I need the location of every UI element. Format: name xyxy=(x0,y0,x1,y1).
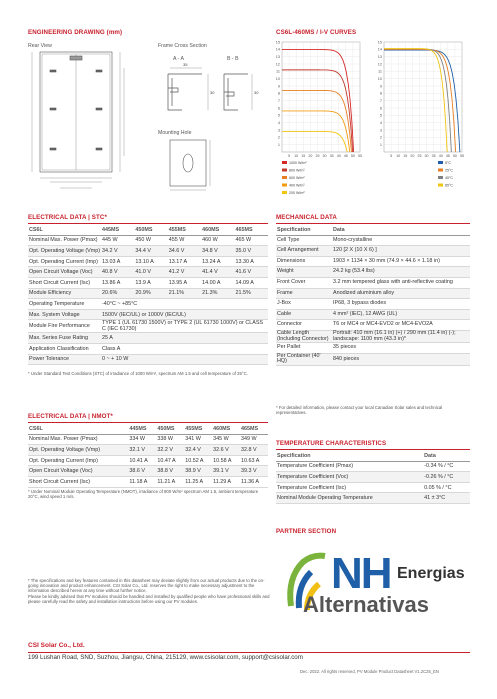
stc-row-value: 41.0 V xyxy=(134,267,167,278)
legend-label: 45°C xyxy=(445,176,454,180)
mech-title: MECHANICAL DATA xyxy=(276,214,337,221)
disclaimer: * The specifications and key features contained in this datasheet may deviate slightly from our actual products due to the on-going innovation and product enhancement. CSI Solar Co., Ltd. reserves the right to make necessary adjustment to the information described herein at any time without further notice. Please be kindly advised that PV modules should be handled and installed by qualified people who have professional skills and please carefully read the safety and installation instructions before using our PV modules. xyxy=(28,578,270,604)
mech-note: * For detailed information, please contact your local Canadian Solar sales and technical representatives. xyxy=(276,405,443,416)
y-tick-label: 13 xyxy=(377,54,382,59)
dim-30b: 30 xyxy=(254,90,259,95)
legend-swatch xyxy=(282,176,287,179)
stc-row-value: 445 W xyxy=(101,235,134,246)
stc-row-value: 34.6 V xyxy=(168,246,201,257)
mech-row xyxy=(276,330,470,342)
stc-row-value: 21.1% xyxy=(168,288,201,299)
iv-curves-chart xyxy=(268,36,478,206)
stc-row-label: Module Efficiency xyxy=(28,288,101,299)
legend-label: 1000 W/m² xyxy=(289,161,307,165)
y-tick-label: 1 xyxy=(379,142,382,147)
temp-row-value: 0.05 % / °C xyxy=(423,482,470,493)
stc-row-value: 20.6% xyxy=(101,288,134,299)
mech-row-label: Frame xyxy=(276,288,332,299)
plot-frame xyxy=(282,42,360,152)
x-tick-label: 55 xyxy=(358,154,362,158)
temp-row-label: Temperature Coefficient (Voc) xyxy=(276,472,423,483)
mech-row-label: J-Box xyxy=(276,299,332,310)
legend-label: 5°C xyxy=(445,161,452,165)
nmot-row-value: 349 W xyxy=(240,434,268,445)
y-tick-label: 2 xyxy=(379,135,382,140)
mech-row xyxy=(276,246,470,257)
stc-row-label: Open Circuit Voltage (Voc) xyxy=(28,267,101,278)
section-b-label: B - B xyxy=(227,56,239,62)
mech-row-label: Per Pallet xyxy=(276,343,332,354)
mech-row-label: Connector xyxy=(276,320,332,331)
temp-row xyxy=(276,482,470,493)
iv-series-line xyxy=(384,49,451,152)
nmot-header-row xyxy=(28,424,268,434)
y-tick-label: 3 xyxy=(379,128,382,133)
nmot-row-value: 10.63 A xyxy=(240,455,268,466)
legend-label: 65°C xyxy=(445,183,454,188)
mech-row-value: 24.2 kg (53.4 lbs) xyxy=(332,267,470,278)
x-tick-label: 25 xyxy=(417,154,422,158)
nmot-row-value: 38.6 V xyxy=(128,466,156,477)
legend-label: 600 W/m² xyxy=(289,176,305,180)
nmot-row-value: 32.4 V xyxy=(184,445,212,456)
stc-row-value: 465 W xyxy=(235,235,268,246)
mech-row xyxy=(276,288,470,299)
x-tick-label: 5 xyxy=(288,154,291,158)
iv-panel-2 xyxy=(378,40,464,187)
stc-model-header: 455MS xyxy=(168,225,201,235)
mounting-hole-drawing xyxy=(170,140,210,190)
engineering-title: ENGINEERING DRAWING (mm) xyxy=(28,29,123,36)
stc-wide-value: 1500V (IEC/UL) or 1000V (IEC/UL) xyxy=(101,309,268,320)
nmot-row-label: Opt. Operating Voltage (Vmp) xyxy=(28,445,128,456)
stc-row-value: 34.4 V xyxy=(134,246,167,257)
nmot-row xyxy=(28,455,268,466)
mech-row-value: 120 [2 X (10 X 6) ] xyxy=(332,246,470,257)
nmot-model-header: 460MS xyxy=(212,424,240,434)
partner-logo xyxy=(283,548,473,628)
temp-head-spec: Specification xyxy=(276,451,423,461)
y-tick-label: 7 xyxy=(277,98,280,103)
stc-model-header: 445MS xyxy=(101,225,134,235)
mech-row xyxy=(276,256,470,267)
x-tick-label: 15 xyxy=(403,154,408,158)
y-tick-label: 4 xyxy=(379,120,382,125)
stc-wide-label: Operating Temperature xyxy=(28,299,101,310)
stc-title: ELECTRICAL DATA | STC* xyxy=(28,214,107,221)
footer-rule xyxy=(28,652,470,653)
x-tick-label: 30 xyxy=(322,154,327,158)
nmot-row-value: 11.18 A xyxy=(128,476,156,487)
stc-wide-value: TYPE 1 (UL 61730 1500V) or TYPE 2 (UL 61730 1000V) or CLASS C (IEC 61730) xyxy=(101,320,268,333)
stc-note: * Under Standard Test Conditions (STC) of irradiance of 1000 W/m², spectrum AM 1.5 and cell temperature of 25°C. xyxy=(28,371,248,376)
stc-row-value: 13.9 A xyxy=(134,277,167,288)
stc-row xyxy=(28,246,268,257)
legend-swatch xyxy=(438,176,443,179)
nmot-row-value: 10.52 A xyxy=(184,455,212,466)
y-tick-label: 9 xyxy=(379,84,382,89)
stc-row-value: 35.0 V xyxy=(235,246,268,257)
stc-row-value: 41.2 V xyxy=(168,267,201,278)
stc-wide-row xyxy=(28,354,268,365)
x-tick-label: 45 xyxy=(343,154,348,158)
stc-wide-value: -40°C ~ +85°C xyxy=(101,299,268,310)
nmot-row-value: 39.1 V xyxy=(212,466,240,477)
nmot-row xyxy=(28,434,268,445)
y-tick-label: 6 xyxy=(277,106,280,111)
stc-wide-row xyxy=(28,299,268,310)
nmot-model-header: 450MS xyxy=(156,424,184,434)
nmot-row-value: 338 W xyxy=(156,434,184,445)
mech-row-value: Mono-crystalline xyxy=(332,235,470,246)
mech-row xyxy=(276,235,470,246)
stc-wide-row xyxy=(28,343,268,354)
frame-section-a xyxy=(168,68,208,110)
temp-row-label: Nominal Module Operating Temperature xyxy=(276,493,423,504)
nmot-model-header: 445MS xyxy=(128,424,156,434)
mech-row-label: Cable Length (Including Connector) xyxy=(276,330,332,342)
stc-wide-row xyxy=(28,320,268,333)
nmot-table xyxy=(28,424,268,488)
x-tick-label: 20 xyxy=(308,154,313,158)
temp-row-label: Temperature Coefficient (Isc) xyxy=(276,482,423,493)
x-tick-label: 25 xyxy=(315,154,320,158)
x-tick-label: 15 xyxy=(301,154,306,158)
nmot-note: * Under Nominal Module Operating Temperature (NMOT), irradiance of 800 W/m² spectrum AM 1.5, ambient temperature 20°C, wind speed 1 m/s. xyxy=(28,489,259,500)
nmot-rule xyxy=(28,422,268,423)
nmot-row-value: 32.8 V xyxy=(240,445,268,456)
legend-label: 800 W/m² xyxy=(289,168,305,173)
iv-series-line xyxy=(282,90,351,152)
stc-row xyxy=(28,235,268,246)
logo-nh: NH xyxy=(331,549,391,598)
iv-title: CS6L-460MS / I-V CURVES xyxy=(276,29,357,36)
stc-row-label: Nominal Max. Power (Pmax) xyxy=(28,235,101,246)
legend-label: 200 W/m² xyxy=(289,191,305,195)
y-tick-label: 11 xyxy=(378,69,382,74)
nmot-model-cell: CS6L xyxy=(28,424,128,434)
y-tick-label: 8 xyxy=(277,91,280,96)
temp-row-label: Temperature Coefficient (Pmax) xyxy=(276,461,423,472)
y-tick-label: 2 xyxy=(277,135,280,140)
stc-table xyxy=(28,225,268,365)
mech-row xyxy=(276,277,470,288)
mech-row-value: 35 pieces xyxy=(332,343,470,354)
mech-head-spec: Specification xyxy=(276,225,332,235)
stc-row-value: 34.2 V xyxy=(101,246,134,257)
stc-header-row xyxy=(28,225,268,235)
stc-wide-label: Application Classification xyxy=(28,343,101,354)
mech-row-value: Anodized aluminium alloy xyxy=(332,288,470,299)
stc-row-value: 13.24 A xyxy=(201,256,234,267)
mech-row-label: Cable xyxy=(276,309,332,320)
y-tick-label: 10 xyxy=(377,76,382,81)
y-tick-label: 13 xyxy=(275,54,280,59)
nmot-row-value: 334 W xyxy=(128,434,156,445)
y-tick-label: 14 xyxy=(275,47,280,52)
nmot-row-label: Short Circuit Current (Isc) xyxy=(28,476,128,487)
frame-section-label: Frame Cross Section xyxy=(158,43,207,49)
stc-row-value: 13.95 A xyxy=(168,277,201,288)
nmot-row-value: 32.6 V xyxy=(212,445,240,456)
x-tick-label: 30 xyxy=(424,154,429,158)
stc-row-value: 13.10 A xyxy=(134,256,167,267)
mech-row-label: Dimensions xyxy=(276,256,332,267)
mech-row-label: Cell Arrangement xyxy=(276,246,332,257)
rear-view-label: Rear View xyxy=(28,43,52,49)
mech-row xyxy=(276,267,470,278)
nmot-row-value: 32.2 V xyxy=(156,445,184,456)
mech-row-label: Per Container (40' HQ) xyxy=(276,353,332,365)
stc-row-label: Short Circuit Current (Isc) xyxy=(28,277,101,288)
stc-row-label: Opt. Operating Current (Imp) xyxy=(28,256,101,267)
stc-row-value: 455 W xyxy=(168,235,201,246)
y-tick-label: 7 xyxy=(379,98,382,103)
stc-wide-value: 0 ~ + 10 W xyxy=(101,354,268,365)
nmot-row-value: 11.25 A xyxy=(184,476,212,487)
x-tick-label: 40 xyxy=(438,154,443,158)
x-tick-label: 20 xyxy=(410,154,415,158)
nmot-row xyxy=(28,466,268,477)
nmot-row-value: 38.9 V xyxy=(184,466,212,477)
stc-model-header: 450MS xyxy=(134,225,167,235)
stc-row-value: 41.6 V xyxy=(235,267,268,278)
legend-swatch xyxy=(282,191,287,194)
legend-swatch xyxy=(282,184,287,187)
nmot-row xyxy=(28,445,268,456)
temp-rule xyxy=(276,449,470,450)
logo-alternativas: Alternativas xyxy=(303,592,429,617)
nmot-row-value: 10.47 A xyxy=(156,455,184,466)
temp-head-data: Data xyxy=(423,451,470,461)
y-tick-label: 11 xyxy=(276,69,280,74)
y-tick-label: 14 xyxy=(377,47,382,52)
x-tick-label: 35 xyxy=(431,154,436,158)
stc-row xyxy=(28,288,268,299)
footer-address: 199 Lushan Road, SND, Suzhou, Jiangsu, China, 215129, www.csisolar.com, support@csisolar.com xyxy=(28,654,303,661)
nmot-row-value: 341 W xyxy=(184,434,212,445)
nmot-row-label: Opt. Operating Current (Imp) xyxy=(28,455,128,466)
stc-row-value: 14.00 A xyxy=(201,277,234,288)
mech-row-value: IP68, 3 bypass diodes xyxy=(332,299,470,310)
engineering-drawing xyxy=(20,48,270,198)
temp-row-value: 41 ± 3°C xyxy=(423,493,470,504)
temp-table xyxy=(276,451,470,504)
stc-row-value: 13.30 A xyxy=(235,256,268,267)
stc-row-value: 21.5% xyxy=(235,288,268,299)
stc-model-header: 460MS xyxy=(201,225,234,235)
stc-row-label: Opt. Operating Voltage (Vmp) xyxy=(28,246,101,257)
nmot-row-value: 10.58 A xyxy=(212,455,240,466)
nmot-row xyxy=(28,476,268,487)
stc-row-value: 13.03 A xyxy=(101,256,134,267)
x-tick-label: 35 xyxy=(329,154,334,158)
stc-wide-value: 25 A xyxy=(101,333,268,344)
footer-company: CSI Solar Co., Ltd. xyxy=(28,642,85,649)
mech-row-value: 840 pieces xyxy=(332,353,470,365)
mech-head-data: Data xyxy=(332,225,470,235)
mech-row-label: Weight xyxy=(276,267,332,278)
temp-row-value: -0.26 % / °C xyxy=(423,472,470,483)
temp-header-row xyxy=(276,451,470,461)
mech-row xyxy=(276,309,470,320)
y-tick-label: 12 xyxy=(377,62,382,67)
mech-row-value: 4 mm² (IEC), 12 AWG (UL) xyxy=(332,309,470,320)
frame-section-b xyxy=(224,74,252,110)
mech-header-row xyxy=(276,225,470,235)
stc-row-value: 13.17 A xyxy=(168,256,201,267)
stc-row-value: 13.86 A xyxy=(101,277,134,288)
mech-row xyxy=(276,343,470,354)
mech-row xyxy=(276,299,470,310)
mech-row-value: 3.2 mm tempered glass with anti-reflective coating xyxy=(332,277,470,288)
nmot-row-label: Nominal Max. Power (Pmax) xyxy=(28,434,128,445)
mech-row-value: Portrait: 410 mm (16.1 in) (+) / 290 mm (11.4 in) (-); landscape: 1100 mm (43.3 in)* xyxy=(332,330,470,342)
nmot-row-value: 32.1 V xyxy=(128,445,156,456)
logo-energias: Energias xyxy=(397,565,465,582)
rear-view-drawing xyxy=(32,52,124,188)
nmot-model-header: 455MS xyxy=(184,424,212,434)
temp-row xyxy=(276,472,470,483)
y-tick-label: 6 xyxy=(379,106,382,111)
legend-swatch xyxy=(438,161,443,164)
stc-wide-row xyxy=(28,309,268,320)
stc-row-value: 41.4 V xyxy=(201,267,234,278)
legend-swatch xyxy=(282,161,287,164)
temp-title: TEMPERATURE CHARACTERISTICS xyxy=(276,440,387,447)
stc-row-value: 450 W xyxy=(134,235,167,246)
stc-row xyxy=(28,256,268,267)
x-tick-label: 40 xyxy=(336,154,341,158)
x-tick-label: 50 xyxy=(452,154,457,158)
mech-row-value: 1903 × 1134 × 30 mm (74.9 × 44.6 × 1.18 in) xyxy=(332,256,470,267)
stc-rule xyxy=(28,223,268,224)
stc-row xyxy=(28,267,268,278)
mech-row-label: Front Cover xyxy=(276,277,332,288)
mech-row xyxy=(276,353,470,365)
stc-wide-row xyxy=(28,333,268,344)
nmot-row-label: Open Circuit Voltage (Voc) xyxy=(28,466,128,477)
stc-model-cell: CS6L xyxy=(28,225,101,235)
nmot-row-value: 10.41 A xyxy=(128,455,156,466)
nmot-row-value: 345 W xyxy=(212,434,240,445)
nmot-row-value: 11.29 A xyxy=(212,476,240,487)
stc-row-value: 34.8 V xyxy=(201,246,234,257)
mech-row-value: T6 or MC4 or MC4-EVO2 or MC4-EVO2A xyxy=(332,320,470,331)
y-tick-label: 1 xyxy=(277,142,280,147)
y-tick-label: 3 xyxy=(277,128,280,133)
stc-wide-label: Module Fire Performance xyxy=(28,320,101,333)
stc-row-value: 460 W xyxy=(201,235,234,246)
y-tick-label: 4 xyxy=(277,120,280,125)
x-tick-label: 10 xyxy=(294,154,299,158)
stc-wide-label: Max. System Voltage xyxy=(28,309,101,320)
x-tick-label: 10 xyxy=(396,154,401,158)
mech-row xyxy=(276,320,470,331)
nmot-title: ELECTRICAL DATA | NMOT* xyxy=(28,413,113,420)
iv-panel-1 xyxy=(276,40,362,195)
x-tick-label: 55 xyxy=(460,154,464,158)
mech-row-label: Cell Type xyxy=(276,235,332,246)
stc-wide-value: Class A xyxy=(101,343,268,354)
x-tick-label: 5 xyxy=(390,154,393,158)
legend-swatch xyxy=(438,184,443,187)
nmot-model-header: 465MS xyxy=(240,424,268,434)
stc-model-header: 465MS xyxy=(235,225,268,235)
dim-35: 35 xyxy=(183,62,188,67)
stc-row-value: 21.3% xyxy=(201,288,234,299)
dim-30a: 30 xyxy=(210,90,215,95)
x-tick-label: 50 xyxy=(350,154,355,158)
legend-label: 25°C xyxy=(445,168,454,173)
nmot-row-value: 38.8 V xyxy=(156,466,184,477)
y-tick-label: 10 xyxy=(275,76,280,81)
y-tick-label: 8 xyxy=(379,91,382,96)
y-tick-label: 5 xyxy=(277,113,280,118)
temp-row-value: -0.34 % / °C xyxy=(423,461,470,472)
stc-row-value: 14.09 A xyxy=(235,277,268,288)
y-tick-label: 9 xyxy=(277,84,280,89)
stc-wide-label: Max. Series Fuse Rating xyxy=(28,333,101,344)
legend-swatch xyxy=(282,169,287,172)
mech-rule xyxy=(276,223,470,224)
y-tick-label: 5 xyxy=(379,113,382,118)
temp-row xyxy=(276,493,470,504)
stc-row xyxy=(28,277,268,288)
section-a-label: A - A xyxy=(173,56,184,62)
temp-row xyxy=(276,461,470,472)
y-tick-label: 15 xyxy=(275,40,280,45)
stc-wide-label: Power Tolerance xyxy=(28,354,101,365)
y-tick-label: 15 xyxy=(377,40,382,45)
legend-swatch xyxy=(438,169,443,172)
nmot-row-value: 39.3 V xyxy=(240,466,268,477)
nmot-row-value: 11.21 A xyxy=(156,476,184,487)
mech-table xyxy=(276,225,470,366)
y-tick-label: 12 xyxy=(275,62,280,67)
x-tick-label: 45 xyxy=(445,154,450,158)
mounting-hole-label: Mounting Hole xyxy=(158,130,192,136)
footer-copyright: Dec. 2022. All rights reserved, PV Module Product Datasheet V1.2C25_EN xyxy=(300,669,439,674)
legend-label: 400 W/m² xyxy=(289,183,305,188)
nmot-row-value: 11.36 A xyxy=(240,476,268,487)
stc-row-value: 20.9% xyxy=(134,288,167,299)
partner-title: PARTNER SECTION xyxy=(276,528,337,535)
stc-row-value: 40.8 V xyxy=(101,267,134,278)
iv-series-line xyxy=(282,131,347,152)
